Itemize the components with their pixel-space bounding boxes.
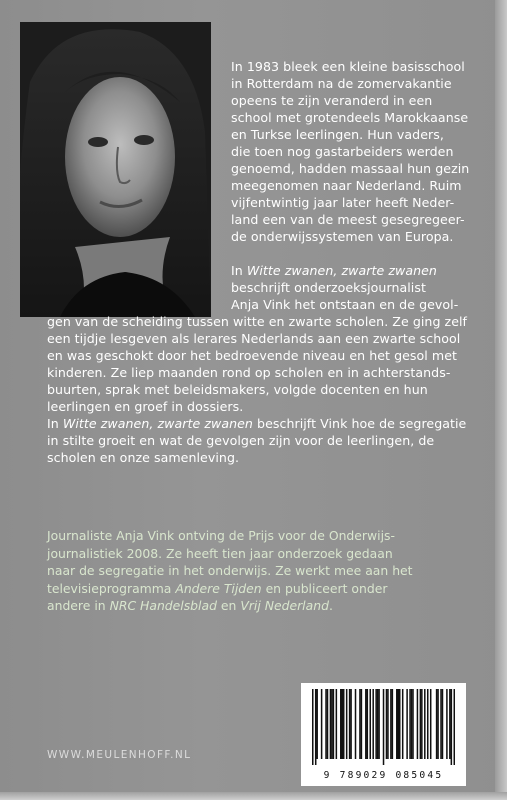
barcode-bar bbox=[411, 689, 413, 759]
barcode-bar bbox=[361, 689, 363, 759]
barcode-bar bbox=[355, 689, 357, 759]
blurb-line: meegenomen naar Nederland. Ruim bbox=[231, 178, 462, 193]
blurb-line bbox=[47, 415, 466, 432]
in-prefix: In bbox=[231, 263, 247, 278]
barcode-bar bbox=[390, 689, 392, 759]
barcode-bar bbox=[327, 689, 329, 759]
bio-line: journalistiek 2008. Ze heeft tien jaar onderzoek gedaan bbox=[47, 545, 393, 561]
blurb-line: buurten, sprak met beleidsmakers, volgde docenten en hun bbox=[47, 382, 428, 397]
blurb-line: kinderen. Ze liep maanden rond op scholen en in achterstands- bbox=[47, 365, 451, 380]
blurb-line: vijfentwintig jaar later heeft Neder- bbox=[231, 195, 455, 210]
blurb-line: en was geschokt door het bedroevende niveau en het gesol met bbox=[47, 348, 457, 363]
barcode-bar bbox=[398, 689, 400, 759]
barcode-bar bbox=[377, 689, 379, 759]
barcode-bar bbox=[454, 689, 455, 765]
isbn-number: 9 789029 085045 bbox=[323, 770, 444, 781]
barcode-bar bbox=[451, 689, 453, 765]
barcode-bar bbox=[333, 689, 335, 759]
blurb-line: land een van de meest gesegregeer- bbox=[231, 212, 465, 227]
blurb-line: school met grotendeels Marokkaanse bbox=[231, 110, 469, 125]
barcode-bar bbox=[436, 689, 438, 759]
barcode-bar bbox=[336, 689, 338, 759]
author-photo bbox=[20, 22, 211, 317]
bio-line bbox=[47, 580, 387, 598]
barcode-bar bbox=[369, 689, 371, 759]
barcode-bar bbox=[372, 689, 374, 759]
blurb-line: scholen en onze samenleving. bbox=[47, 450, 240, 465]
barcode-bar bbox=[442, 689, 444, 759]
barcode-bar bbox=[350, 689, 352, 759]
barcode-bar bbox=[365, 689, 367, 759]
barcode-bar bbox=[417, 689, 419, 759]
page-edge-right bbox=[495, 0, 507, 800]
barcode-bar bbox=[437, 689, 439, 759]
barcode-bar bbox=[359, 689, 361, 759]
blurb-line: die toen nog gastarbeiders werden bbox=[231, 144, 454, 159]
barcode-bar bbox=[346, 689, 348, 759]
program-title: Andere Tijden bbox=[175, 580, 262, 596]
barcode-bar bbox=[392, 689, 394, 759]
barcode-bar bbox=[325, 689, 327, 759]
book-title: Witte zwanen, zwarte zwanen bbox=[246, 263, 437, 278]
blurb-line: Anja Vink het ontstaan en de gevol- bbox=[231, 297, 459, 312]
page-edge-bottom bbox=[0, 792, 507, 800]
barcode-bar bbox=[367, 689, 369, 759]
barcode-bar bbox=[446, 689, 448, 759]
blurb-line: een tijdje lesgeven als lerares Nederlands aan een zwarte school bbox=[47, 331, 461, 346]
barcode-bar bbox=[440, 689, 442, 759]
blurb-line: In 1983 bleek een kleine basisschool bbox=[231, 59, 465, 74]
barcode-bar bbox=[412, 689, 414, 759]
barcode-bar bbox=[383, 689, 385, 765]
blurb-line: leerlingen en groef in dossiers. bbox=[47, 399, 244, 414]
publication-title: NRC Handelsblad bbox=[109, 598, 217, 614]
bio-text: en publiceert onder bbox=[261, 580, 388, 596]
bio-line: Journaliste Anja Vink ontving de Prijs voor de Onderwijs- bbox=[47, 528, 395, 543]
barcode-bar bbox=[341, 689, 343, 759]
barcode-bar bbox=[409, 689, 411, 759]
bio-text: . bbox=[328, 598, 333, 614]
barcode-bar bbox=[421, 689, 423, 759]
blurb-line: genoemd, hadden massaal hun gezin bbox=[231, 161, 470, 176]
blurb-line: gen van de scheiding tussen witte en zwarte scholen. Ze ging zelf bbox=[47, 314, 468, 329]
barcode-bar bbox=[343, 689, 345, 759]
barcode-bar bbox=[331, 689, 333, 759]
blurb-line: de onderwijssystemen van Europa. bbox=[231, 229, 454, 244]
blurb-line: in stilte groeit en wat de gevolgen zijn voor de leerlingen, de bbox=[47, 433, 435, 448]
barcode-bar bbox=[430, 689, 432, 759]
barcode-bar bbox=[315, 689, 317, 765]
blurb-line: en Turkse leerlingen. Hun vaders, bbox=[231, 127, 444, 142]
book-title: Witte zwanen, zwarte zwanen bbox=[62, 416, 253, 431]
publication-title: Vrij Nederland bbox=[240, 598, 329, 614]
barcode-bar bbox=[316, 689, 318, 759]
barcode-bar bbox=[321, 689, 323, 759]
bio-text: televisieprogramma bbox=[47, 580, 176, 596]
barcode-bar bbox=[449, 689, 451, 759]
blurb-line bbox=[231, 262, 437, 279]
publisher-website: WWW.MEULENHOFF.NL bbox=[47, 749, 192, 761]
barcode-bar bbox=[378, 689, 380, 759]
blurb-text-rest: beschrijft Vink hoe de segregatie bbox=[252, 416, 467, 431]
barcode-bar bbox=[349, 689, 351, 759]
barcode-bar bbox=[396, 689, 398, 759]
barcode-bar bbox=[427, 689, 429, 759]
blurb-line: beschrijft onderzoeksjournalist bbox=[231, 280, 426, 295]
barcode-bar bbox=[420, 689, 422, 759]
barcode-bar bbox=[387, 689, 389, 759]
in-prefix: In bbox=[47, 416, 63, 431]
blurb-line: in Rotterdam na de zomervakantie bbox=[231, 76, 452, 91]
author-portrait-icon bbox=[20, 22, 211, 317]
barcode-bar bbox=[386, 689, 388, 759]
bio-text: andere in bbox=[47, 598, 110, 614]
barcode-bar bbox=[375, 689, 377, 759]
blurb-line: opeens te zijn veranderd in een bbox=[231, 93, 433, 108]
bio-line: naar de segregatie in het onderwijs. Ze werkt mee aan het bbox=[47, 563, 413, 579]
barcode-bar bbox=[312, 689, 314, 765]
barcode-bar bbox=[399, 689, 401, 759]
barcode-bar bbox=[402, 689, 404, 759]
bio-line bbox=[47, 597, 333, 615]
isbn-barcode bbox=[301, 683, 466, 786]
barcode-bar bbox=[406, 689, 408, 759]
barcode-bar bbox=[340, 689, 342, 759]
barcode-icon bbox=[312, 689, 455, 765]
bio-text: en bbox=[216, 598, 241, 614]
barcode-bar bbox=[330, 689, 332, 759]
barcode-bar bbox=[424, 689, 426, 759]
